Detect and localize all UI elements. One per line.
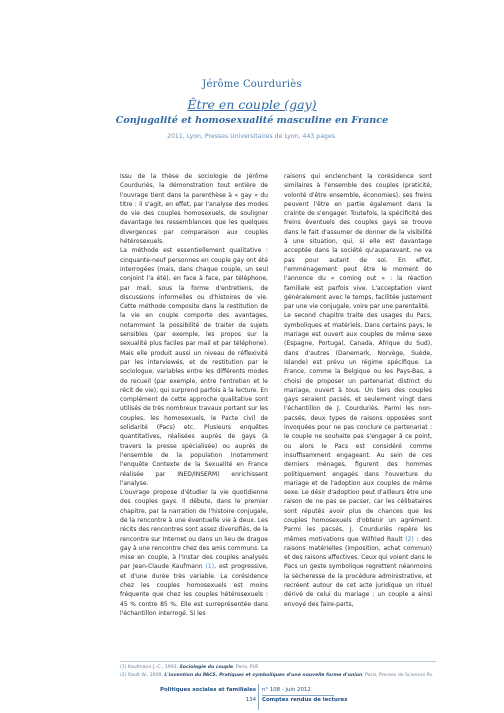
footer-divider (258, 684, 259, 710)
footnote-text: , Paris, Presses de Sciences Po. (362, 673, 434, 678)
book-title: Être en couple (gay) (187, 97, 317, 112)
paragraph-text: Le second chapitre traite des usages du Pacs, symboliques et matériels. Dans certains pays, le mariage est ouvert aux couples de même sexe (Espagne, Portugal, Canada, Afrique du Sud), dans d'autres (Danemark, Norvège, Suède, Islande) est prévu un régime spécifique. La France, comme la Belgique ou les Pays-Bas, a choisi de proposer un partenariat distinct du mariage, ouvert à tous. Un tiers des couples gays seraient pacsés, et seulement vingt dans l'échantillon de J. Courduriès. Parmi les non-pacsés, deux types de raisons opposées sont invoquées pour ne pas conclure ce partenariat : le couple ne souhaite pas s'engager à ce point, ou alors le Pacs est considéré comme insuffisamment engageant. Au sein de ces derniers ménages, figurent des hommes politiquement engagés dans l'ouverture du mariage et de l'adoption aux couples de même sexe. Le désir d'adoption peut d'ailleurs être une raison de ne pas se pacser, car les célibataires sont réputés avoir plus de chances que les couples homosexuels d'obtenir un agrément. Parmi les pacsés, J. Courduriès repère les mêmes motivations que Wilfried Rault (284, 312, 432, 543)
paragraph-text: : des raisons matérielles (imposition, achat commun) et des raisons affectives. Ceux qui voient dans le Pacs un geste symbolique regrettent néanmoins la sécheresse de la procédure administrative, et recréent autour de cet acte juridique un rituel dérivé de celui du mariage : un couple a ainsi envoyé des faire-parts, (284, 535, 432, 608)
paragraph (284, 311, 432, 609)
publication-info: 2011, Lyon, Presses Universitaires de Lyon, 443 pages. (167, 133, 337, 140)
footer-rule (262, 695, 334, 696)
left-column (120, 172, 268, 618)
paragraph: Issu de la thèse de sociologie de Jérôme Courduriès, la démonstration tout entière de l'ouvrage tient dans la parenthèse à « gay » du titre : il s'agit, en effet, par l'analyse des modes de vie des couples homosexuels, de souligner davantage les ressemblances que les quelques divergences par comparaison aux couples hétérosexuels. (120, 173, 268, 246)
footnote-number: (2) (120, 673, 127, 678)
journal-name: Politiques sociales et familiales (160, 687, 256, 693)
footnote-title: L'invention du PACS. Pratiques et symboliques d'une nouvelle forme d'union (164, 673, 363, 678)
footnote-title: Sociologie du couple (179, 665, 234, 670)
paragraph-text: , est progressive, et d'une durée très variable. La corésidence chez les couples homosexuels est moins fréquente que chez les couples hétérosexuels : 45 % contre 85 %. Elle est surreprésentée dans l'échantillon interrogé. Si les (120, 563, 268, 617)
issue-number: n° 108 - juin 2012 (262, 687, 311, 693)
footnote-2 (120, 672, 500, 680)
page-number: 134 (245, 697, 256, 703)
book-subtitle: Conjugalité et homosexualité masculine en France (115, 115, 389, 126)
footnote-divider (120, 661, 436, 662)
footnotes (120, 664, 500, 680)
author-name: Jérôme Courduriès (202, 79, 302, 90)
footnote-ref-2[interactable]: (2) (405, 535, 414, 543)
paragraph-text: L'ouvrage propose d'étudier la vie quotidienne des couples gays. Il débute, dans le premier chapitre, par la narration de l'histoire conjugale, de la rencontre à une éventuelle vie à deux. Les récits des rencontres sont assez diversifiés, de la rencontre sur Internet ou dans un lieu de drague gay à une rencontre chez des amis communs. La mise en couple, à l'instar des couples analysés par Jean-Claude Kaufmann (120, 489, 268, 571)
section-name: Comptes rendus de lectures (262, 697, 348, 703)
right-column (284, 172, 432, 609)
paragraph (120, 488, 268, 618)
footnote-number: (1) (120, 665, 127, 670)
article-body (120, 172, 432, 617)
paragraph: La méthode est essentiellement qualitative : cinquante-neuf personnes en couple gay ont été interrogées (mais, dans chaque couple, un seul conjoint l'a été), en face à face, par téléphone, par mail, sous la forme d'entretiens, de discussions informelles ou d'histoires de vie. Cette méthode composite dans la restitution de la vie en couple comporte des avantages, notamment la possibilité de traiter de sujets sensibles (par exemple, les propos sur la sexualité plus faciles par mail et par téléphone). Mais elle produit aussi un niveau de réflexivité par les interviewés, et de restitution par le sociologue, variables entre les différents modes de recueil (par exemple, entre l'entretien et le récit de vie), qui surprend parfois à la lecture. En complément de cette approche qualitative sont utilisés de très nombreux travaux portant sur les couples, les homosexuels, le Pacte civil de solidarité (Pacs) etc. Plusieurs enquêtes quantitatives, réalisées auprès de gays (à travers la presse spécialisée) ou auprès de l'ensemble de la population (notamment l'enquête Contexte de la Sexualité en France réalisée par INED/INSERM) enrichissent l'analyse. (120, 247, 268, 487)
page-footer (0, 681, 504, 711)
footnote-1 (120, 664, 500, 672)
footnote-text: Kaufmann J.-C., 1993, (126, 665, 180, 670)
footnote-text: , Paris, PUF. (233, 665, 260, 670)
footnote-ref-1[interactable]: (1) (205, 563, 215, 571)
paragraph: raisons qui enclenchent la corésidence sont similaires à l'ensemble des couples (praticité, volonté d'être ensemble, économies), ses freins peuvent l'être en partie également dans la crainte de s'engager. Toutefois, la spécificité des freins éventuels des couples gays se trouve dans le fait d'assumer de donner de la visibilité à une situation, qui, si elle est davantage acceptée dans la société qu'auparavant, ne va pas pour autant de soi. En effet, l'emménagement peut être le moment de l'annonce du « coming out » : la réaction familiale est parfois vive. L'acceptation vient généralement avec le temps, facilitée justement par une vie conjugale, voire par une parentalité. (284, 173, 432, 311)
footnote-text: Rault W., 2009, (126, 673, 165, 678)
article-header (0, 78, 504, 142)
